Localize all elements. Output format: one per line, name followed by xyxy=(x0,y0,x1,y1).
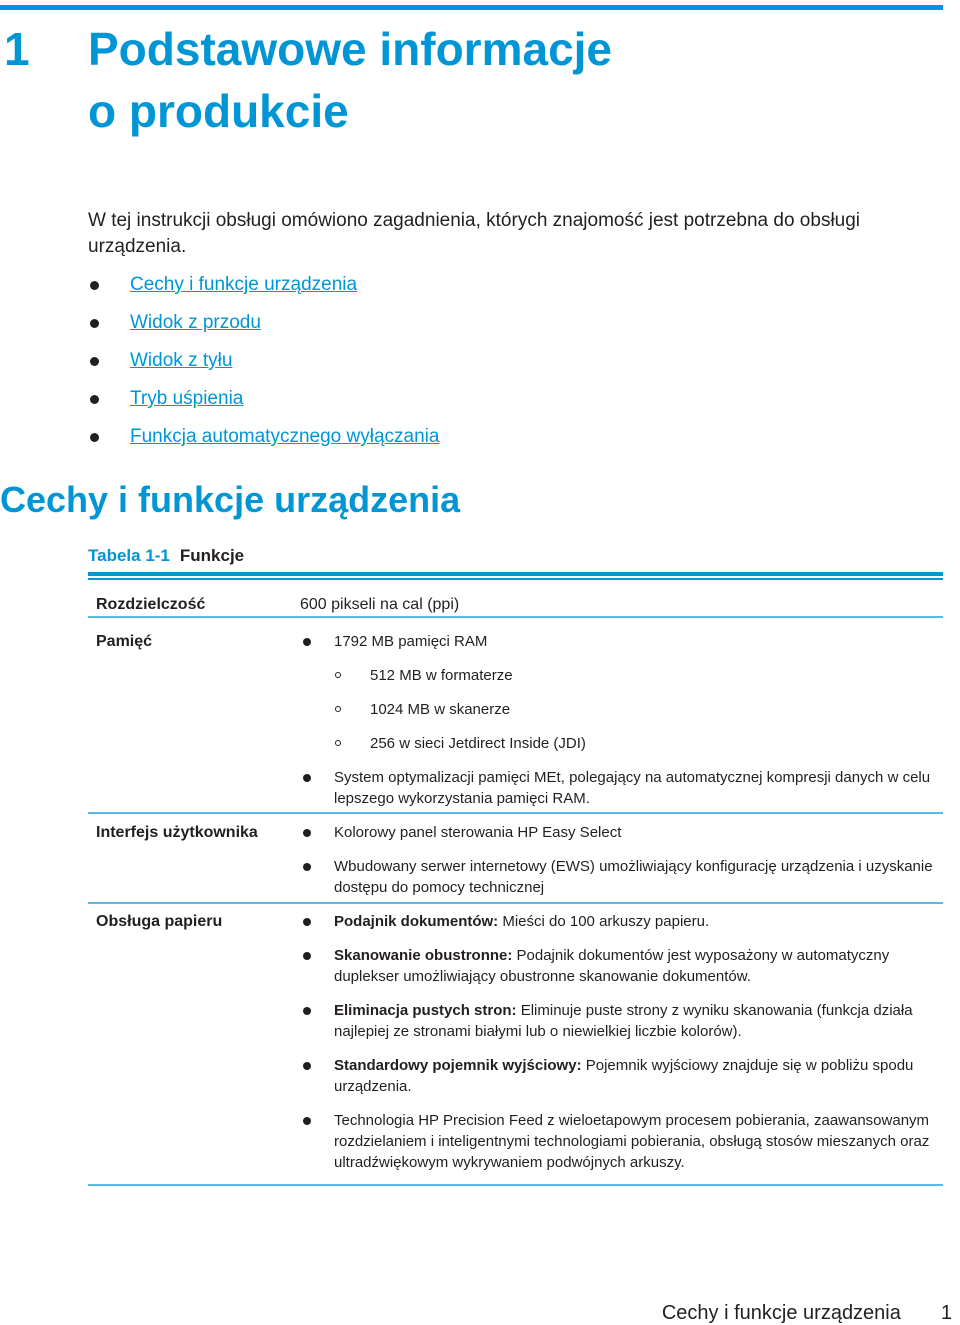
row-content xyxy=(300,580,943,615)
toc-link-back-view[interactable]: Widok z tyłu xyxy=(130,350,233,371)
bullet-icon xyxy=(90,281,99,290)
sub-list-item xyxy=(300,665,943,686)
chapter-number: 1 xyxy=(4,23,30,75)
chapter-title-line-1: Podstawowe informacje xyxy=(88,23,613,75)
bullet-icon xyxy=(303,1062,311,1070)
features-table xyxy=(88,572,943,1186)
table-row-memory xyxy=(88,618,943,814)
row-content xyxy=(300,904,943,1173)
circle-bullet-icon xyxy=(335,706,341,712)
bullet-icon xyxy=(303,952,311,960)
list-item xyxy=(300,856,943,898)
row-label: Rozdzielczość xyxy=(96,596,206,613)
page-number: 1 xyxy=(940,1302,952,1324)
bullet-icon xyxy=(303,774,311,782)
feature-text: Eliminuje puste strony z wyniku skanowania (funkcja działa najlepiej ze stronami białymi lub o niewielkiej liczbie kolorów). xyxy=(334,1002,913,1040)
ui-ews: Wbudowany serwer internetowy (EWS) umożliwiający konfigurację urządzenia i uzyskanie dostępu do pomocy technicznej xyxy=(334,858,933,896)
feature-term: Skanowanie obustronne: xyxy=(334,947,513,964)
toc-link-features[interactable]: Cechy i funkcje urządzenia xyxy=(130,274,358,295)
bullet-icon xyxy=(90,433,99,442)
table-row-user-interface xyxy=(88,814,943,904)
feature-term: Podajnik dokumentów: xyxy=(334,913,499,930)
memory-main: 1792 MB pamięci RAM xyxy=(334,633,488,650)
ui-control-panel: Kolorowy panel sterowania HP Easy Select xyxy=(334,824,622,841)
row-content xyxy=(300,814,943,898)
feature-term: Standardowy pojemnik wyjściowy: xyxy=(334,1057,582,1074)
precision-feed-text: Technologia HP Precision Feed z wieloetapowym procesem pobierania, zaawansowanym rozdzielaniem i inteligentnymi technologiami pobierania, obsługą stosów mieszanych oraz ultradźwiękowym wykrywaniem podwójnych arkuszy. xyxy=(334,1112,930,1171)
row-content xyxy=(300,618,943,809)
row-label: Obsługa papieru xyxy=(96,913,223,930)
toc-link-auto-off[interactable]: Funkcja automatycznego wyłączania xyxy=(130,426,440,447)
table-header-rule xyxy=(88,572,943,580)
feature-text: Pojemnik wyjściowy znajduje się w pobliżu spodu urządzenia. xyxy=(334,1057,914,1095)
feature-text: Mieści do 100 arkuszy papieru. xyxy=(498,913,710,930)
sub-list-item xyxy=(300,733,943,754)
section-title: Cechy i funkcje urządzenia xyxy=(0,479,461,520)
bullet-icon xyxy=(90,395,99,404)
table-caption-name: Funkcje xyxy=(179,546,245,565)
memory-scanner: 1024 MB w skanerze xyxy=(370,701,511,718)
circle-bullet-icon xyxy=(335,740,341,746)
sub-list-item xyxy=(300,699,943,720)
table-caption-number: Tabela 1-1 xyxy=(88,546,170,565)
table-row-paper-handling xyxy=(88,904,943,1186)
toc-item xyxy=(88,348,688,386)
bullet-icon xyxy=(303,1007,311,1015)
toc-item xyxy=(88,386,688,424)
footer-title: Cechy i funkcje urządzenia xyxy=(661,1302,901,1324)
list-item xyxy=(300,1000,943,1042)
bullet-icon xyxy=(303,918,311,926)
toc-link-sleep-mode[interactable]: Tryb uśpienia xyxy=(130,388,244,409)
resolution-value: 600 pikseli na cal (ppi) xyxy=(300,596,460,613)
bullet-icon xyxy=(303,638,311,646)
table-row-resolution xyxy=(88,580,943,618)
list-item xyxy=(300,822,943,843)
bullet-icon xyxy=(303,1117,311,1125)
toc-item xyxy=(88,272,688,310)
table-caption xyxy=(88,545,244,567)
memory-met: System optymalizacji pamięci MEt, polegający na automatycznej kompresji danych w celu lepszego wykorzystania pamięci RAM. xyxy=(334,769,931,807)
top-rule xyxy=(0,5,943,10)
chapter-title-line-2: o produkcie xyxy=(88,85,349,137)
chapter-title xyxy=(88,18,888,142)
row-label: Interfejs użytkownika xyxy=(96,824,258,841)
list-item xyxy=(300,1110,943,1173)
list-item xyxy=(300,631,943,652)
memory-formatter: 512 MB w formaterze xyxy=(370,667,513,684)
page-footer xyxy=(662,1299,952,1325)
bullet-icon xyxy=(303,829,311,837)
chapter-toc xyxy=(88,272,688,462)
bullet-icon xyxy=(90,357,99,366)
toc-link-front-view[interactable]: Widok z przodu xyxy=(130,312,261,333)
row-label: Pamięć xyxy=(96,633,153,650)
intro-paragraph: W tej instrukcji obsługi omówiono zagadnienia, których znajomość jest potrzebna do obsługi urządzenia. xyxy=(88,210,861,257)
list-item xyxy=(300,945,943,987)
circle-bullet-icon xyxy=(335,672,341,678)
feature-term: Eliminacja pustych stron: xyxy=(334,1002,517,1019)
bullet-icon xyxy=(303,863,311,871)
bullet-icon xyxy=(90,319,99,328)
feature-text: Podajnik dokumentów jest wyposażony w automatyczny duplekser umożliwiający obustronne skanowanie dokumentów. xyxy=(334,947,890,985)
list-item xyxy=(300,767,943,809)
memory-jdi: 256 w sieci Jetdirect Inside (JDI) xyxy=(370,735,586,752)
toc-item xyxy=(88,424,688,462)
toc-item xyxy=(88,310,688,348)
list-item xyxy=(300,911,943,932)
list-item xyxy=(300,1055,943,1097)
